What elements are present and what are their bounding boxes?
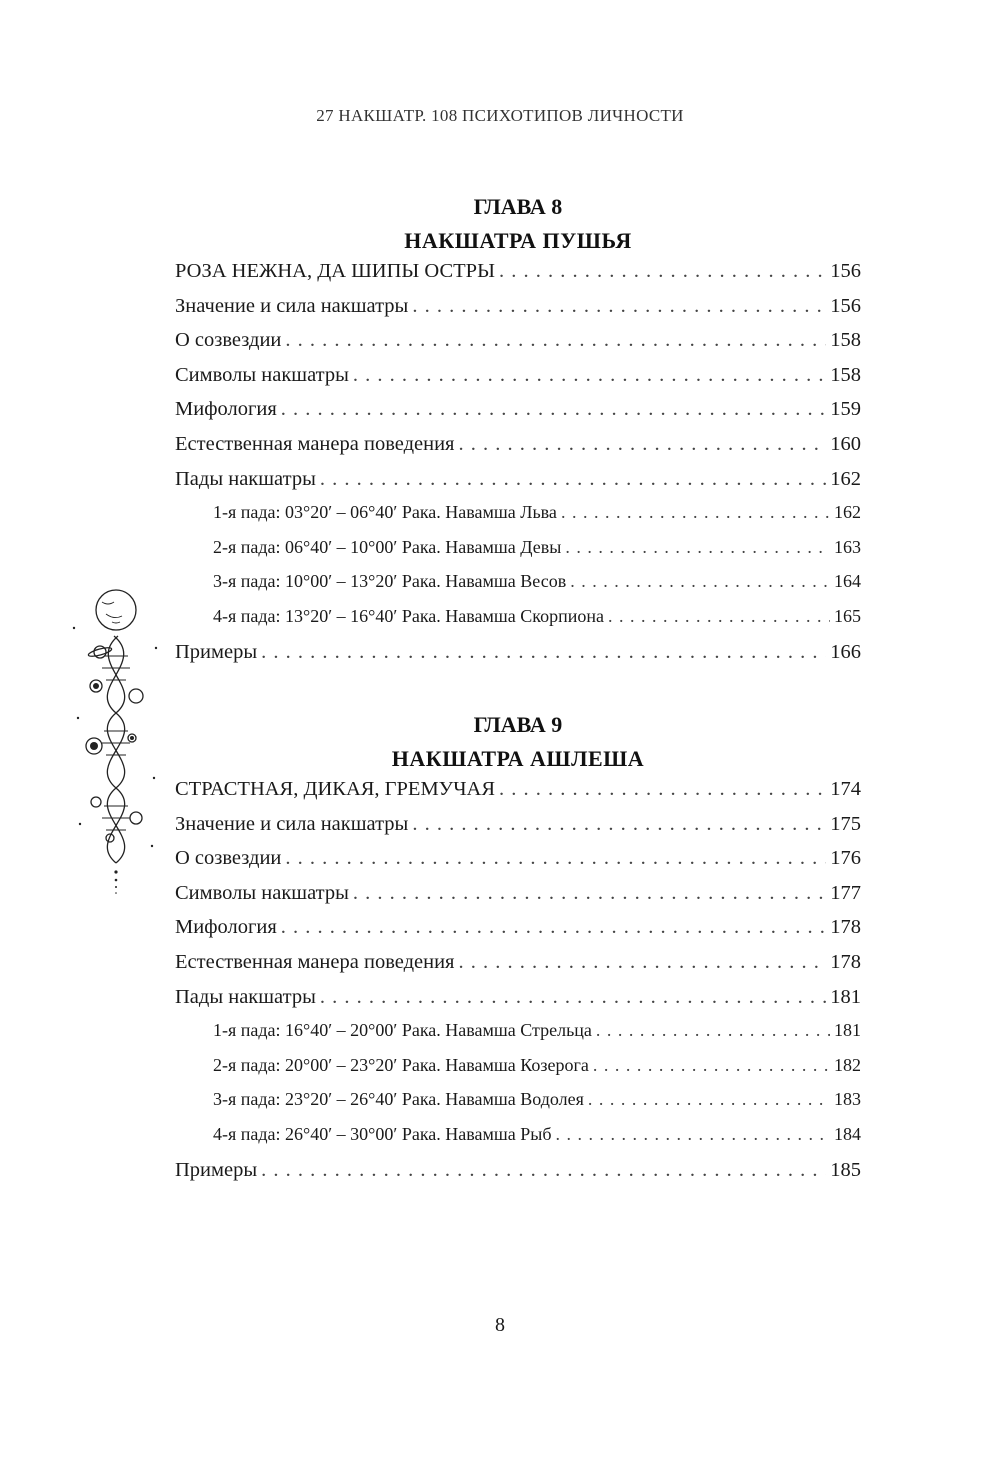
toc-page: 158 bbox=[830, 329, 861, 352]
toc-label: Символы накшатры bbox=[175, 363, 349, 386]
dot-leader bbox=[261, 641, 826, 664]
toc-entry[interactable] bbox=[175, 641, 861, 676]
toc-label: Символы накшатры bbox=[175, 881, 349, 904]
toc-subentry[interactable] bbox=[175, 1020, 861, 1055]
toc-page: 177 bbox=[830, 881, 861, 904]
toc-page: 165 bbox=[834, 605, 861, 626]
toc-label: 4-я пада: 26°40′ – 30°00′ Рака. Навамша Рыб bbox=[213, 1123, 552, 1144]
toc-page: 178 bbox=[830, 950, 861, 973]
toc-entry[interactable] bbox=[175, 951, 861, 986]
toc-label: Мифология bbox=[175, 398, 277, 421]
toc-entry[interactable] bbox=[175, 916, 861, 951]
dot-leader bbox=[561, 502, 830, 523]
dot-leader bbox=[593, 1055, 830, 1076]
toc-label: Естественная манера поведения bbox=[175, 432, 455, 455]
toc-label: Естественная манера поведения bbox=[175, 950, 455, 973]
toc-page: 166 bbox=[830, 640, 861, 663]
toc-label: Значение и сила накшатры bbox=[175, 294, 409, 317]
toc-label: Примеры bbox=[175, 640, 258, 663]
toc-entry[interactable] bbox=[175, 364, 861, 399]
toc-page: 156 bbox=[830, 260, 861, 282]
toc-page: 185 bbox=[830, 1158, 861, 1181]
toc-page: 178 bbox=[830, 916, 861, 939]
toc-label: 1-я пада: 03°20′ – 06°40′ Рака. Навамша Льва bbox=[213, 502, 557, 523]
dot-leader bbox=[596, 1020, 830, 1041]
dot-leader bbox=[412, 813, 826, 836]
toc-page: 174 bbox=[830, 778, 861, 800]
toc-page: 182 bbox=[834, 1054, 861, 1075]
running-head: 27 НАКШАТР. 108 ПСИХОТИПОВ ЛИЧНОСТИ bbox=[316, 106, 684, 125]
toc-page: 176 bbox=[830, 847, 861, 870]
toc-subentry[interactable] bbox=[175, 606, 861, 641]
toc-page: 162 bbox=[830, 467, 861, 490]
toc-label: О созвездии bbox=[175, 847, 282, 870]
toc-page: 160 bbox=[830, 432, 861, 455]
chapter-8 bbox=[175, 190, 861, 675]
toc-entry[interactable] bbox=[175, 260, 861, 295]
dot-leader bbox=[281, 398, 827, 421]
dot-leader bbox=[320, 468, 826, 491]
toc-label: 2-я пада: 06°40′ – 10°00′ Рака. Навамша Девы bbox=[213, 536, 562, 557]
toc-subentry[interactable] bbox=[175, 537, 861, 572]
dot-leader bbox=[412, 295, 826, 318]
chapter-number: ГЛАВА 8 bbox=[473, 194, 563, 219]
dot-leader bbox=[565, 537, 830, 558]
toc-label: 1-я пада: 16°40′ – 20°00′ Рака. Навамша Стрельца bbox=[213, 1020, 592, 1041]
dot-leader bbox=[281, 916, 827, 939]
toc-label: 3-я пада: 23°20′ – 26°40′ Рака. Навамша Водолея bbox=[213, 1089, 584, 1110]
toc-entry[interactable] bbox=[175, 295, 861, 330]
dot-leader bbox=[556, 1124, 830, 1145]
dna-planets-icon bbox=[66, 588, 166, 898]
dot-leader bbox=[570, 571, 830, 592]
toc-page: 156 bbox=[830, 294, 861, 317]
toc-subentry[interactable] bbox=[175, 1124, 861, 1159]
toc-page: 163 bbox=[834, 536, 861, 557]
toc-page: 183 bbox=[834, 1089, 861, 1110]
toc-entry[interactable] bbox=[175, 778, 861, 813]
toc-page: 162 bbox=[834, 502, 861, 523]
toc-label: 3-я пада: 10°00′ – 13°20′ Рака. Навамша Весов bbox=[213, 571, 567, 592]
toc-page: 164 bbox=[834, 571, 861, 592]
chapter-title: НАКШАТРА ПУШЬЯ bbox=[404, 228, 632, 253]
dot-leader bbox=[588, 1089, 830, 1110]
toc-entry[interactable] bbox=[175, 882, 861, 917]
toc-entry[interactable] bbox=[175, 398, 861, 433]
dot-leader bbox=[499, 260, 826, 283]
toc-list bbox=[175, 260, 861, 675]
toc-page: 159 bbox=[830, 398, 861, 421]
toc-label: О созвездии bbox=[175, 329, 282, 352]
toc-label: 4-я пада: 13°20′ – 16°40′ Рака. Навамша Скорпиона bbox=[213, 605, 604, 626]
toc-entry[interactable] bbox=[175, 847, 861, 882]
chapter-number: ГЛАВА 9 bbox=[473, 712, 563, 737]
dot-leader bbox=[353, 364, 826, 387]
dot-leader bbox=[285, 329, 826, 352]
toc-label: Пады накшатры bbox=[175, 985, 316, 1008]
dot-leader bbox=[499, 778, 826, 801]
dot-leader bbox=[285, 847, 826, 870]
toc-label: РОЗА НЕЖНА, ДА ШИПЫ ОСТРЫ bbox=[175, 260, 495, 282]
dot-leader bbox=[320, 986, 826, 1009]
toc-entry[interactable] bbox=[175, 986, 861, 1021]
toc-list bbox=[175, 778, 861, 1193]
toc-entry[interactable] bbox=[175, 329, 861, 364]
dot-leader bbox=[608, 606, 830, 627]
dot-leader bbox=[353, 882, 826, 905]
dot-leader bbox=[458, 433, 826, 456]
toc-page: 181 bbox=[830, 985, 861, 1008]
dot-leader bbox=[261, 1159, 826, 1182]
toc-page: 184 bbox=[834, 1123, 861, 1144]
toc-page: 158 bbox=[830, 363, 861, 386]
page-number: 8 bbox=[495, 1314, 505, 1336]
toc-subentry[interactable] bbox=[175, 571, 861, 606]
toc-subentry[interactable] bbox=[175, 502, 861, 537]
toc-label: Мифология bbox=[175, 916, 277, 939]
toc-entry[interactable] bbox=[175, 813, 861, 848]
toc-page: 181 bbox=[834, 1020, 861, 1041]
dot-leader bbox=[458, 951, 826, 974]
chapter-9 bbox=[175, 708, 861, 1193]
toc-entry[interactable] bbox=[175, 1159, 861, 1194]
toc-entry[interactable] bbox=[175, 468, 861, 503]
toc-label: Пады накшатры bbox=[175, 467, 316, 490]
toc-label: СТРАСТНАЯ, ДИКАЯ, ГРЕМУЧАЯ bbox=[175, 778, 495, 800]
toc-subentry[interactable] bbox=[175, 1055, 861, 1090]
toc-label: Примеры bbox=[175, 1158, 258, 1181]
chapter-title: НАКШАТРА АШЛЕША bbox=[391, 746, 645, 771]
toc-subentry[interactable] bbox=[175, 1089, 861, 1124]
toc-label: Значение и сила накшатры bbox=[175, 812, 409, 835]
toc-page: 175 bbox=[830, 812, 861, 835]
toc-label: 2-я пада: 20°00′ – 23°20′ Рака. Навамша Козерога bbox=[213, 1054, 589, 1075]
toc-entry[interactable] bbox=[175, 433, 861, 468]
